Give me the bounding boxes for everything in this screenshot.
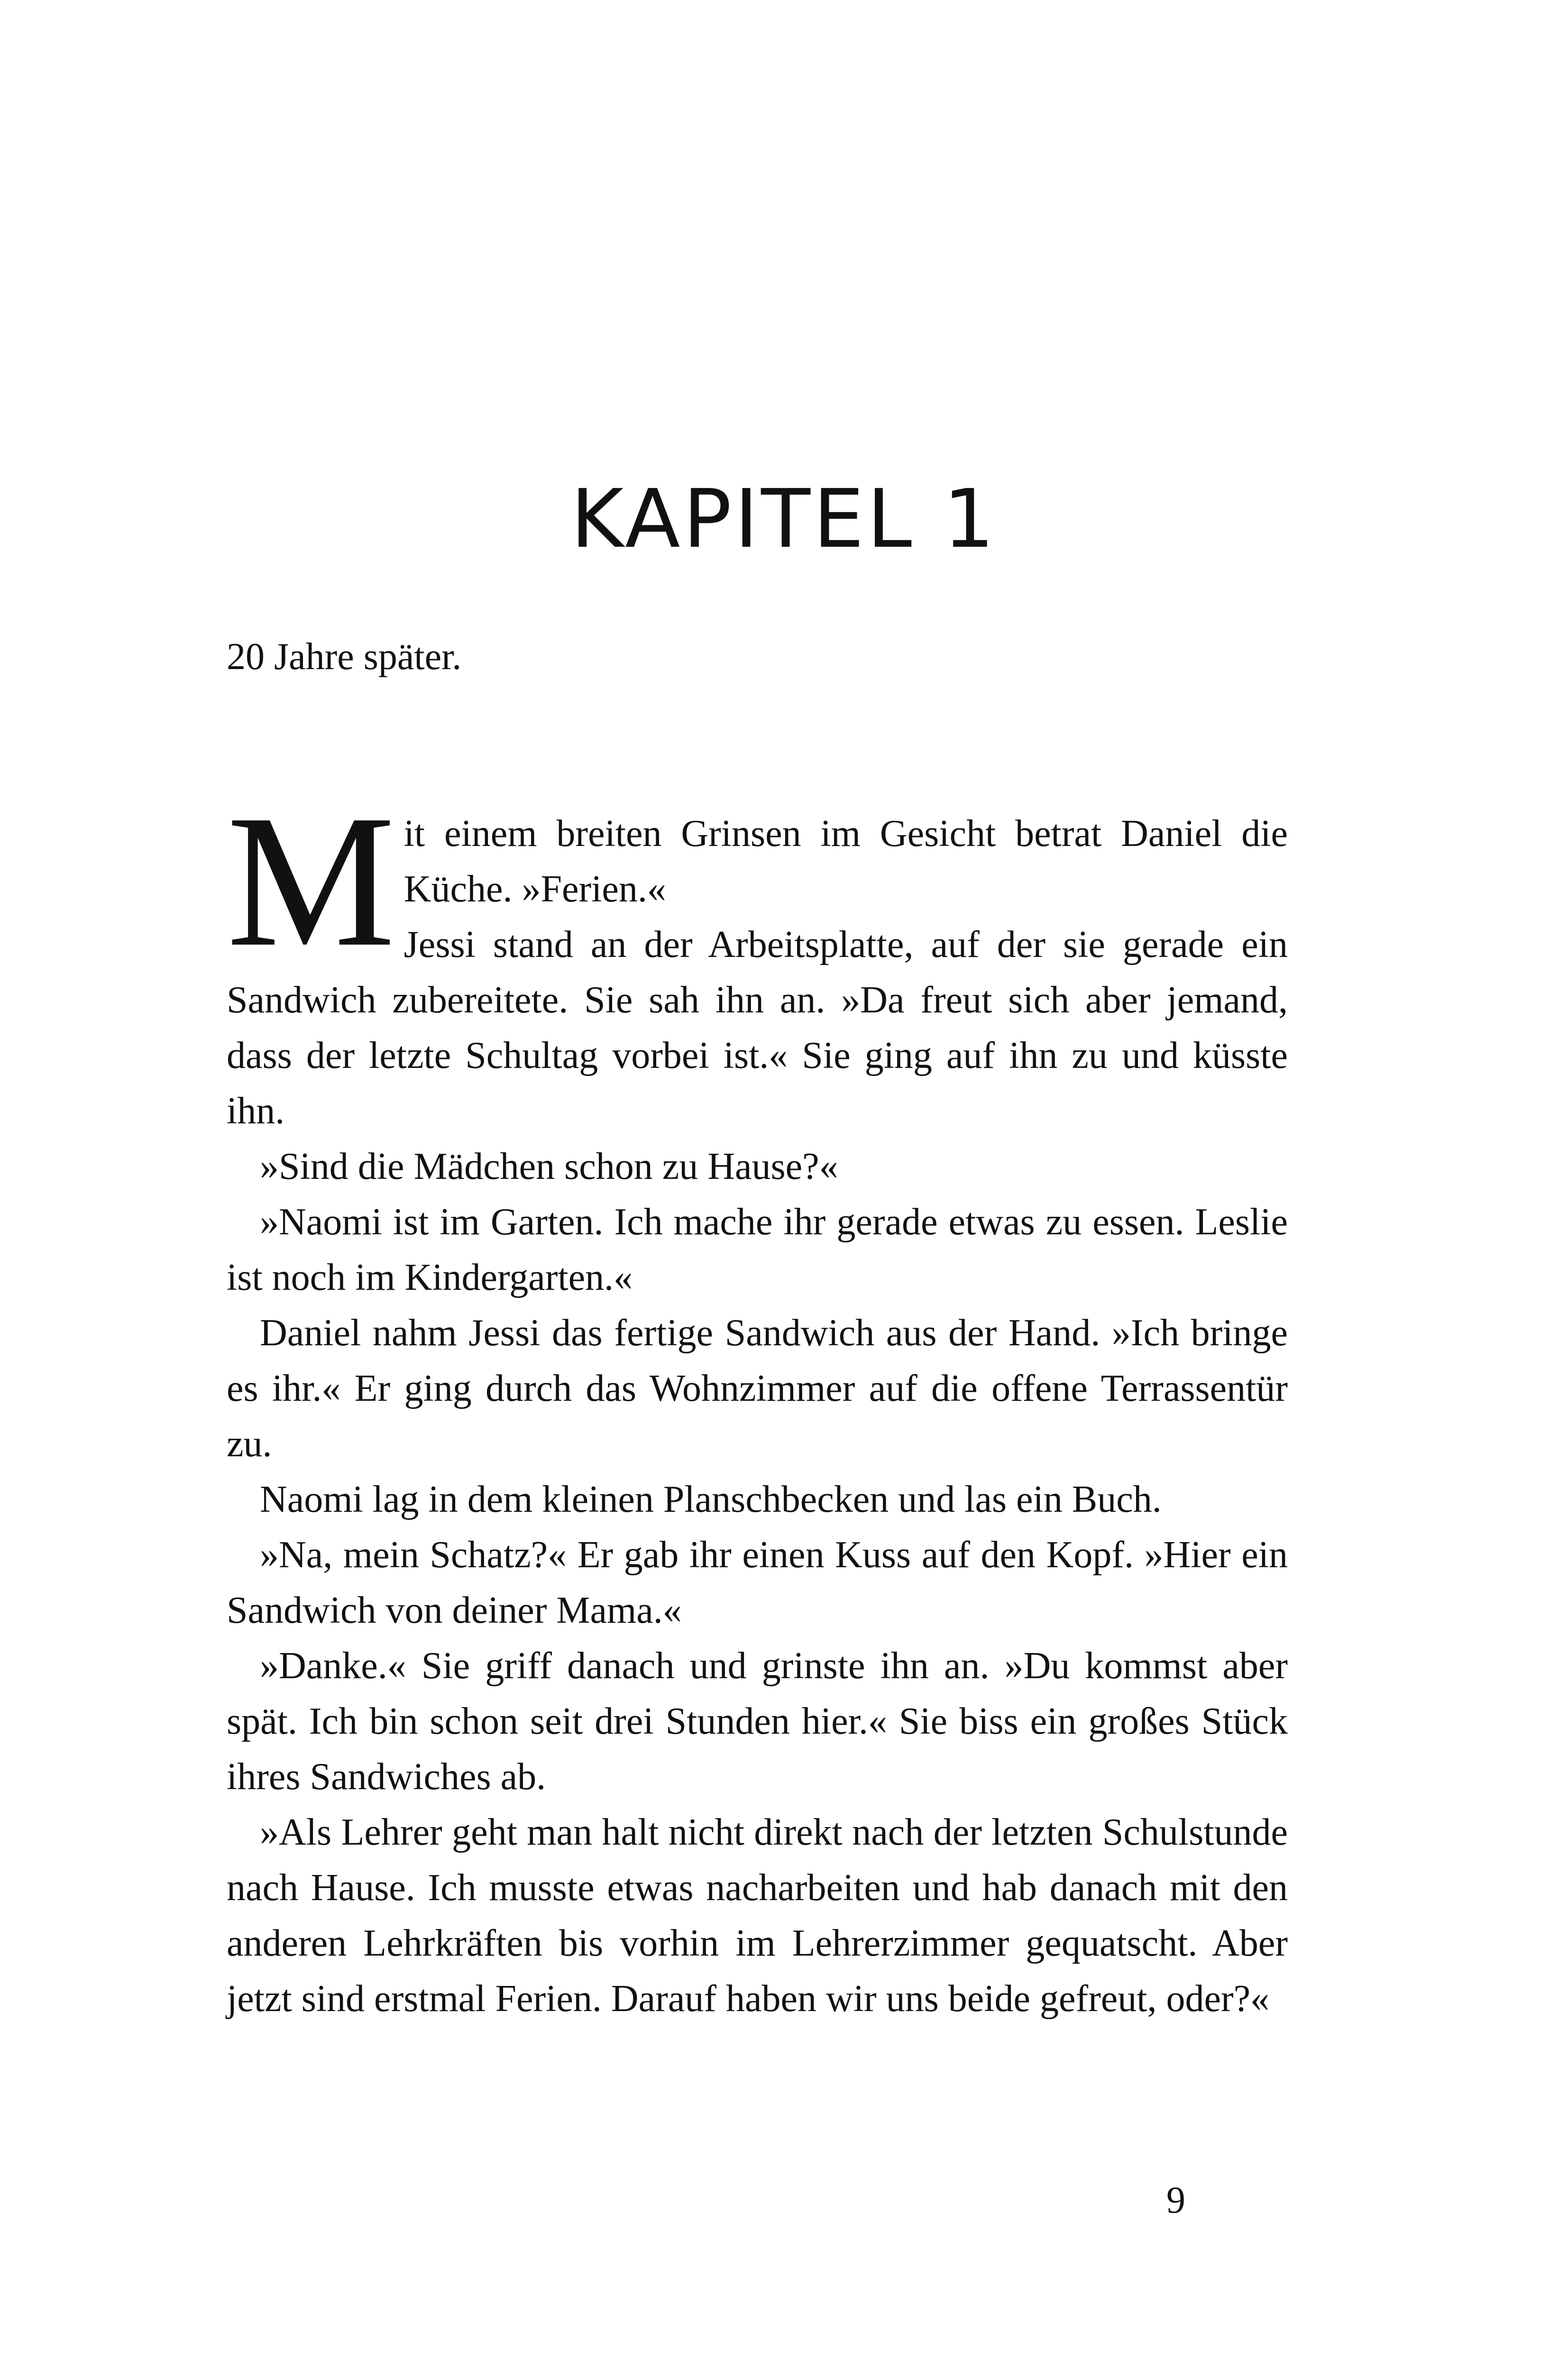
paragraph-2: Jessi stand an der Arbeitsplatte, auf der sie gerade ein Sandwich zubereitete. Sie sah ihn an. »Da freut sich aber jemand, dass der letzte Schultag vorbei ist.« Sie ging auf ihn zu und küsste ihn. <box>227 924 1288 1132</box>
paragraph-4: »Naomi ist im Garten. Ich mache ihr gerade etwas zu essen. Leslie ist noch im Kindergarten.« <box>227 1201 1288 1298</box>
paragraph-9: »Als Lehrer geht man halt nicht direkt nach der letzten Schulstunde nach Hause. Ich musste etwas nacharbeiten und hab danach mit den anderen Lehrkräften bis vorhin im Lehrerzimmer gequatscht. Aber jetzt sind erstmal Ferien. Darauf haben wir uns beide gefreut, oder?« <box>227 1811 1288 2020</box>
chapter-title: KAPITEL 1 <box>570 472 998 566</box>
time-note: 20 Jahre später. <box>227 636 462 678</box>
paragraph-7: »Na, mein Schatz?« Er gab ihr einen Kuss auf den Kopf. »Hier ein Sandwich von deiner Mama.« <box>227 1534 1288 1631</box>
body-text <box>227 776 1288 2027</box>
paragraph-6: Naomi lag in dem kleinen Planschbecken und las ein Buch. <box>260 1479 1162 1520</box>
paragraph-8: »Danke.« Sie griff danach und grinste ihn an. »Du kommst aber spät. Ich bin schon seit drei Stunden hier.« Sie biss ein großes Stück ihres Sandwiches ab. <box>227 1645 1288 1798</box>
drop-cap: M <box>227 776 395 986</box>
paragraph-1: it einem breiten Grinsen im Gesicht betrat Daniel die Küche. »Ferien.« <box>403 813 1288 910</box>
paragraph-5: Daniel nahm Jessi das fertige Sandwich aus der Hand. »Ich bringe es ihr.« Er ging durch das Wohnzimmer auf die offene Terrassentür zu. <box>227 1312 1288 1465</box>
paragraph-3: »Sind die Mädchen schon zu Hause?« <box>260 1146 838 1187</box>
page-number: 9 <box>1166 2179 1185 2221</box>
